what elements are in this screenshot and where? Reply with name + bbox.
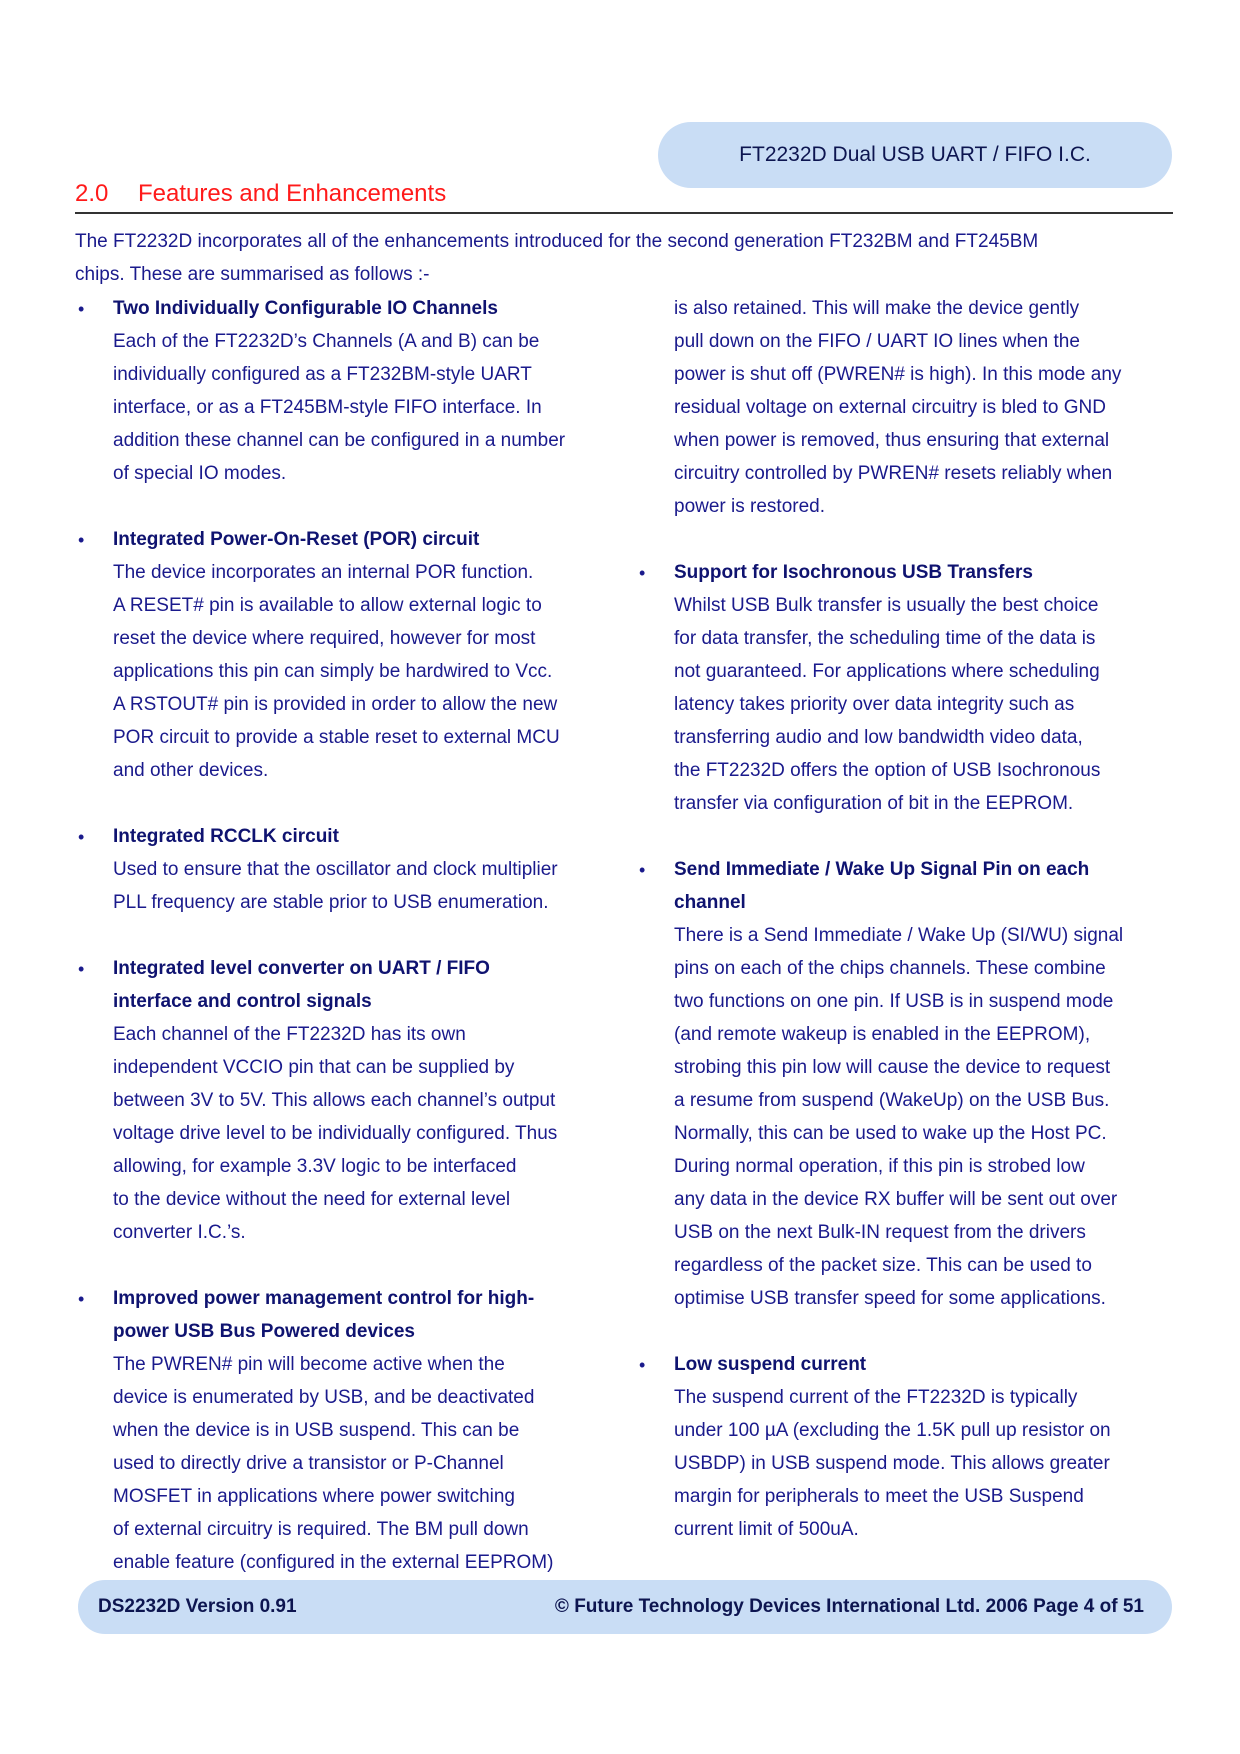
feature-text-line: USBDP) in USB suspend mode. This allows greater (674, 1453, 1110, 1474)
feature-text-line: device is enumerated by USB, and be deactivated (113, 1387, 535, 1408)
feature-text-line: strobing this pin low will cause the device to request (674, 1057, 1111, 1078)
feature-text-line: Whilst USB Bulk transfer is usually the best choice (674, 595, 1099, 616)
feature-text-line: a resume from suspend (WakeUp) on the USB Bus. (674, 1090, 1110, 1111)
feature-text-line: Each of the FT2232D’s Channels (A and B) can be (113, 331, 540, 352)
continued-text-line: power is restored. (674, 496, 826, 517)
feature-title: Integrated Power-On-Reset (POR) circuit (113, 529, 480, 550)
feature-text-line: transfer via configuration of bit in the EEPROM. (674, 793, 1074, 814)
continued-text (636, 292, 1176, 523)
bullet-icon: • (78, 959, 85, 979)
feature-title: Support for Isochronous USB Transfers (674, 562, 1033, 583)
feature-text-line: addition these channel can be configured in a number (113, 430, 566, 451)
right-column (636, 292, 1176, 1579)
header-title: FT2232D Dual USB UART / FIFO I.C. (739, 143, 1091, 166)
feature-text-line: A RESET# pin is available to allow external logic to (113, 595, 542, 616)
feature-text-line: between 3V to 5V. This allows each channel’s output (113, 1090, 556, 1111)
feature-text-line: of external circuitry is required. The BM pull down (113, 1519, 529, 1540)
feature-text-line: enable feature (configured in the external EEPROM) (113, 1552, 554, 1573)
intro-line: chips. These are summarised as follows :- (75, 264, 430, 285)
feature-title: Integrated RCCLK circuit (113, 826, 339, 847)
feature-text-line: The PWREN# pin will become active when the (113, 1354, 505, 1375)
feature-text-line: voltage drive level to be individually configured. Thus (113, 1123, 558, 1144)
feature-text-line: Used to ensure that the oscillator and clock multiplier (113, 859, 558, 880)
feature-text-line: used to directly drive a transistor or P-Channel (113, 1453, 504, 1474)
feature-text-line: interface, or as a FT245BM-style FIFO interface. In (113, 397, 542, 418)
feature-text-line: reset the device where required, however for most (113, 628, 536, 649)
feature-text-line: applications this pin can simply be hardwired to Vcc. (113, 661, 553, 682)
feature-title: channel (674, 892, 746, 913)
feature-text-line: regardless of the packet size. This can be used to (674, 1255, 1092, 1276)
feature-text-line: independent VCCIO pin that can be supplied by (113, 1057, 515, 1078)
bullet-icon: • (639, 1355, 646, 1375)
feature-text-line: The suspend current of the FT2232D is typically (674, 1387, 1078, 1408)
feature-text-line: to the device without the need for external level (113, 1189, 511, 1210)
intro-line: The FT2232D incorporates all of the enhancements introduced for the second generation FT232BM and FT245BM (75, 231, 1039, 252)
bullet-icon: • (78, 299, 85, 319)
intro-paragraph (75, 225, 1175, 291)
feature-text-line: PLL frequency are stable prior to USB enumeration. (113, 892, 549, 913)
feature-text-line: margin for peripherals to meet the USB Suspend (674, 1486, 1084, 1507)
bullet-icon: • (639, 563, 646, 583)
feature-title: Send Immediate / Wake Up Signal Pin on each (674, 859, 1090, 880)
feature-title: Low suspend current (674, 1354, 867, 1375)
feature-text-line: for data transfer, the scheduling time of the data is (674, 628, 1096, 649)
feature-text-line: allowing, for example 3.3V logic to be interfaced (113, 1156, 517, 1177)
feature-item (75, 952, 630, 1249)
continued-text-line: when power is removed, thus ensuring that external (674, 430, 1110, 451)
bullet-icon: • (78, 827, 85, 847)
feature-text-line: and other devices. (113, 760, 269, 781)
feature-text-line: During normal operation, if this pin is strobed low (674, 1156, 1085, 1177)
bullet-icon: • (78, 1289, 85, 1309)
feature-text-line: pins on each of the chips channels. These combine (674, 958, 1106, 979)
continued-text-line: circuitry controlled by PWREN# resets reliably when (674, 463, 1113, 484)
feature-text-line: optimise USB transfer speed for some applications. (674, 1288, 1106, 1309)
feature-text-line: two functions on one pin. If USB is in suspend mode (674, 991, 1114, 1012)
feature-title: interface and control signals (113, 991, 372, 1012)
feature-title: Integrated level converter on UART / FIFO (113, 958, 490, 979)
feature-text-line: not guaranteed. For applications where scheduling (674, 661, 1100, 682)
section-number: 2.0 (75, 180, 109, 207)
feature-text-line: the FT2232D offers the option of USB Isochronous (674, 760, 1101, 781)
footer-copyright: © Future Technology Devices International Ltd. 2006 Page 4 of 51 (554, 1596, 1144, 1617)
feature-text-line: A RSTOUT# pin is provided in order to allow the new (113, 694, 558, 715)
document-header (658, 122, 1172, 188)
continued-text-line: pull down on the FIFO / UART IO lines when the (674, 331, 1080, 352)
heading-rule (75, 212, 1173, 214)
feature-text-line: USB on the next Bulk-IN request from the drivers (674, 1222, 1086, 1243)
feature-text-line: current limit of 500uA. (674, 1519, 859, 1540)
feature-text-line: individually configured as a FT232BM-style UART (113, 364, 532, 385)
feature-item (75, 1282, 630, 1579)
feature-text-line: any data in the device RX buffer will be sent out over (674, 1189, 1118, 1210)
section-heading (75, 180, 1171, 208)
feature-text-line: (and remote wakeup is enabled in the EEPROM), (674, 1024, 1091, 1045)
feature-text-line: Each channel of the FT2232D has its own (113, 1024, 466, 1045)
feature-text-line: latency takes priority over data integrity such as (674, 694, 1075, 715)
feature-text-line: Normally, this can be used to wake up the Host PC. (674, 1123, 1107, 1144)
feature-text-line: when the device is in USB suspend. This can be (113, 1420, 520, 1441)
bullet-icon: • (639, 860, 646, 880)
feature-text-line: transferring audio and low bandwidth video data, (674, 727, 1083, 748)
feature-title: Improved power management control for high- (113, 1288, 535, 1309)
feature-text-line: MOSFET in applications where power switching (113, 1486, 515, 1507)
feature-item (75, 820, 630, 919)
feature-text-line: There is a Send Immediate / Wake Up (SI/WU) signal (674, 925, 1124, 946)
feature-title: Two Individually Configurable IO Channels (113, 298, 498, 319)
feature-item (636, 1348, 1176, 1546)
bullet-icon: • (78, 530, 85, 550)
feature-item (75, 523, 630, 787)
feature-text-line: of special IO modes. (113, 463, 287, 484)
left-column (75, 292, 630, 1612)
feature-item (636, 556, 1176, 820)
feature-text-line: converter I.C.’s. (113, 1222, 246, 1243)
section-title: Features and Enhancements (138, 180, 447, 207)
feature-item (636, 853, 1176, 1315)
feature-text-line: POR circuit to provide a stable reset to external MCU (113, 727, 560, 748)
document-footer (78, 1580, 1172, 1634)
feature-text-line: The device incorporates an internal POR function. (113, 562, 534, 583)
footer-version: DS2232D Version 0.91 (98, 1596, 297, 1617)
continued-text-line: residual voltage on external circuitry is bled to GND (674, 397, 1106, 418)
feature-title: power USB Bus Powered devices (113, 1321, 415, 1342)
continued-text-line: is also retained. This will make the device gently (674, 298, 1080, 319)
continued-text-line: power is shut off (PWREN# is high). In this mode any (674, 364, 1122, 385)
feature-item (75, 292, 630, 490)
feature-text-line: under 100 µA (excluding the 1.5K pull up resistor on (674, 1420, 1111, 1441)
